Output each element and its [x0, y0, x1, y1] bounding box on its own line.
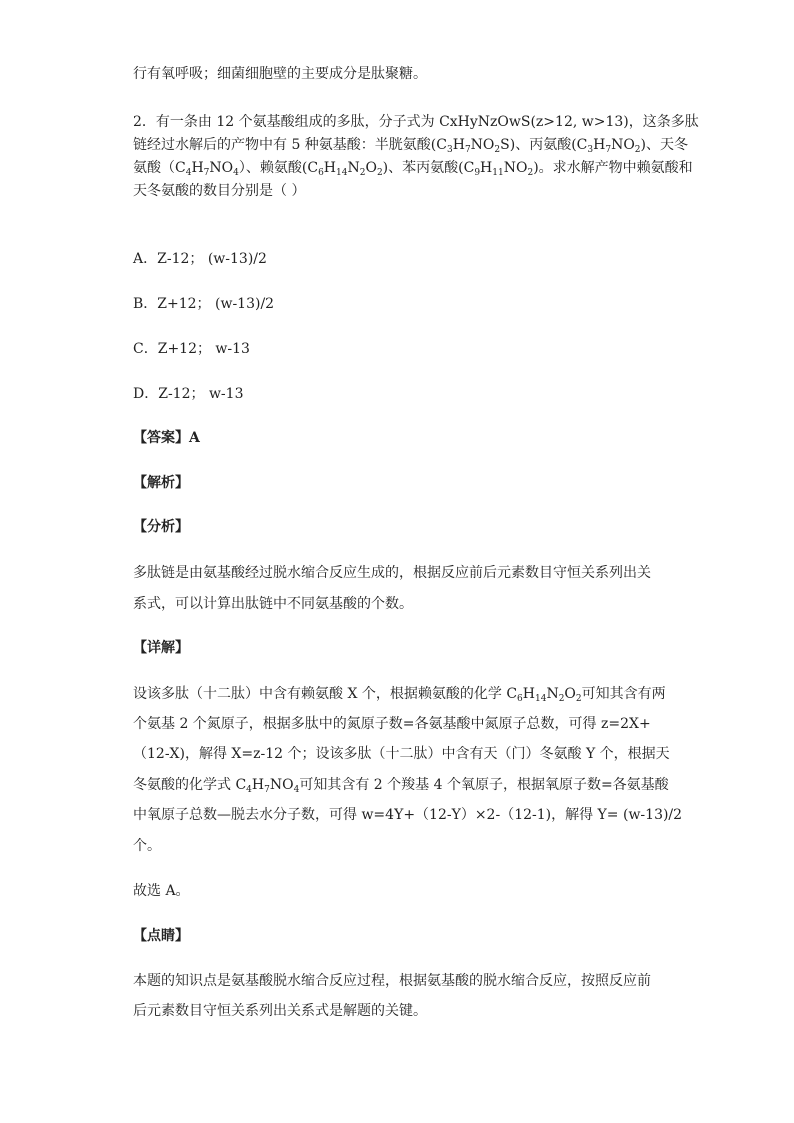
fenxi-label: 【分析】: [133, 519, 189, 535]
detail-line-2: 个氨基 2 个氮原子，根据多肽中的氮原子数=各氨基酸中氮原子总数，可得 z=2X+: [133, 716, 651, 732]
option-b: B．Z+12； (w-13)/2: [133, 296, 275, 312]
conclusion-line: 故选 A。: [133, 883, 190, 899]
fenxi-text-2: 系式，可以计算出肽链中不同氨基酸的个数。: [133, 596, 413, 612]
detail-line-1: 设该多肽（十二肽）中含有赖氨酸 X 个，根据赖氨酸的化学 $C_6H_{14}N_2O_2$可知其含有两: [133, 686, 666, 704]
analysis-label: 【解析】: [133, 475, 189, 491]
dianjing-text-1: 本题的知识点是氨基酸脱水缩合反应过程，根据氨基酸的脱水缩合反应，按照反应前: [133, 973, 651, 989]
detail-label: 【详解】: [133, 640, 189, 656]
dianjing-label: 【点睛】: [133, 928, 189, 944]
question-line-1: 2．有一条由 12 个氨基酸组成的多肽，分子式为 CxHyNzOwS(z>12, w>13)，这条多肽: [133, 114, 699, 130]
question-line-4: 天冬氨酸的数目分别是（ ）: [133, 183, 306, 199]
question-line-3: 氨酸$(C_4H_7NO_4)$、赖氨酸$(C_6H_{14}N_2O_2)$、苯丙氨酸$(C_9H_{11}NO_2)$。求水解产物中赖氨酸和: [133, 160, 693, 178]
answer-label: 【答案】A: [133, 430, 200, 446]
option-c: C．Z+12； w-13: [133, 341, 250, 357]
intro-line: 行有氧呼吸；细菌细胞壁的主要成分是肽聚糖。: [133, 66, 427, 82]
detail-line-4: 冬氨酸的化学式 $C_4H_7NO_4$可知其含有 2 个羧基 4 个氧原子，根据氧原子数=各氨基酸: [133, 777, 669, 795]
option-a: A．Z-12； (w-13)/2: [133, 251, 267, 267]
option-d: D．Z-12； w-13: [133, 386, 244, 402]
fenxi-text-1: 多肽链是由氨基酸经过脱水缩合反应生成的，根据反应前后元素数目守恒关系列出关: [133, 565, 651, 581]
dianjing-text-2: 后元素数目守恒关系列出关系式是解题的关键。: [133, 1003, 427, 1019]
detail-line-3: （12-X)，解得 X=z-12 个；设该多肽（十二肽）中含有天（门）冬氨酸 Y 个，根据天: [133, 746, 670, 762]
detail-line-6: 个。: [133, 838, 161, 854]
question-line-2: 链经过水解后的产物中有 5 种氨基酸：半胱氨酸$(C_3H_7NO_2S)$、丙氨酸$(C_3H_7NO_2)$、天冬: [133, 137, 688, 155]
detail-line-5: 中氧原子总数—脱去水分子数，可得 w=4Y+（12-Y）×2-（12-1)，解得 Y= (w-13)/2: [133, 807, 683, 823]
